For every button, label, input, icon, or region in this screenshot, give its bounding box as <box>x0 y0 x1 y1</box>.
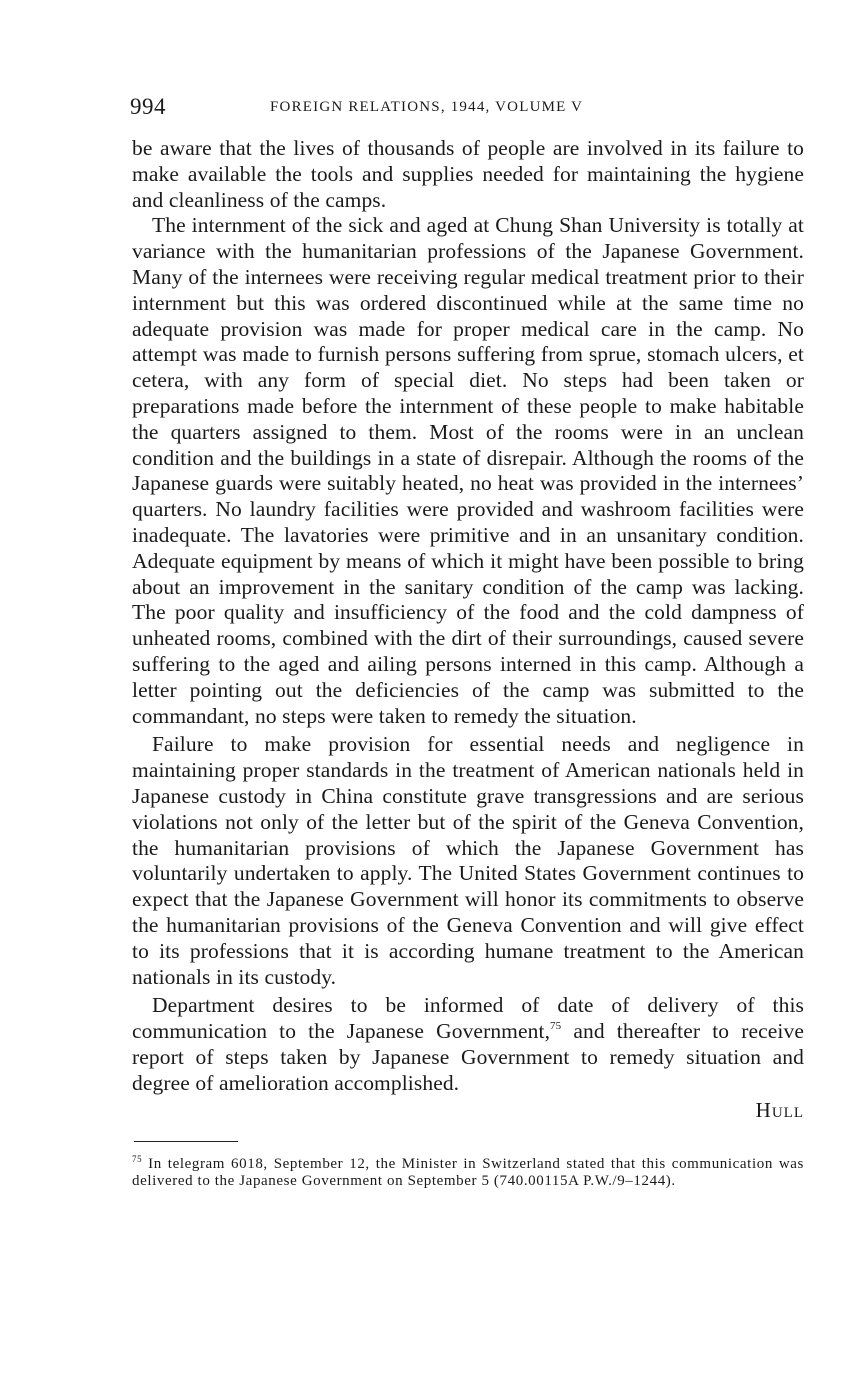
body-text <box>132 136 804 1096</box>
running-title: FOREIGN RELATIONS, 1944, VOLUME V <box>270 99 584 115</box>
footnote-divider <box>134 1141 238 1142</box>
paragraph-internment: The internment of the sick and aged at Chung Shan University is totally at variance with the humanitarian professions of the Japanese Government. Many of the internees were receiving regular medical treatment prior to their internment but this was ordered discontinued while at the same time no adequate provision was made for proper medical care in the camp. No attempt was made to furnish persons suffering from sprue, stomach ulcers, et cetera, with any form of special diet. No steps had been taken or preparations made before the internment of these people to make habitable the quarters assigned to them. Most of the rooms were in an unclean condition and the buildings in a state of disrepair. Although the rooms of the Japanese guards were suitably heated, no heat was provided in the internees’ quarters. No laundry facilities were provided and washroom facilities were inadequate. The lavatories were primitive and in an unsanitary condition. Adequate equipment by means of which it might have been possible to bring about an improvement in the sanitary condition of the camp was lacking. The poor quality and insufficiency of the food and the cold dampness of unheated rooms, combined with the dirt of their surroundings, caused severe suffering to the aged and ailing persons interned in this camp. Although a letter pointing out the deficiencies of the camp was submitted to the commandant, no steps were taken to remedy the situation. <box>132 213 804 728</box>
paragraph-department <box>132 993 804 1096</box>
paragraph-continued: be aware that the lives of thousands of people are involved in its failure to make available the tools and supplies needed for maintaining the hygiene and cleanliness of the camps. <box>132 136 804 212</box>
footnote <box>132 1156 804 1190</box>
footnote-text: In telegram 6018, September 12, the Minister in Switzerland stated that this communication was delivered to the Japanese Government on September 5 (740.00115A P.W./9–1244). <box>132 1156 804 1190</box>
footnote-marker: 75 <box>132 1154 143 1165</box>
page-number: 994 <box>130 94 166 119</box>
paragraph-department-text-before: Department desires to be informed of date of delivery of this communication to the Japanese Government, <box>132 993 804 1044</box>
paragraph-department-text-after: and thereafter to receive report of steps taken by Japanese Government to remedy situation and degree of amelioration accomplished. <box>132 1019 804 1095</box>
paragraph-failure: Failure to make provision for essential needs and negligence in maintaining proper standards in the treatment of American nationals held in Japanese custody in China constitute grave transgressions and are serious violations not only of the letter but of the spirit of the Geneva Convention, the humanitarian provisions of which the Japanese Government has voluntarily undertaken to apply. The United States Government continues to expect that the Japanese Government will honor its commitments to observe the humanitarian provisions of the Geneva Convention and will give effect to its professions that it is according humane treatment to the American nationals in its custody. <box>132 732 804 989</box>
signature-rest: ULL <box>771 1105 804 1122</box>
running-head <box>132 94 804 126</box>
document-page <box>132 94 804 1190</box>
signature <box>132 1098 804 1123</box>
signature-initial: H <box>755 1098 772 1123</box>
footnote-reference: 75 <box>550 1020 562 1033</box>
